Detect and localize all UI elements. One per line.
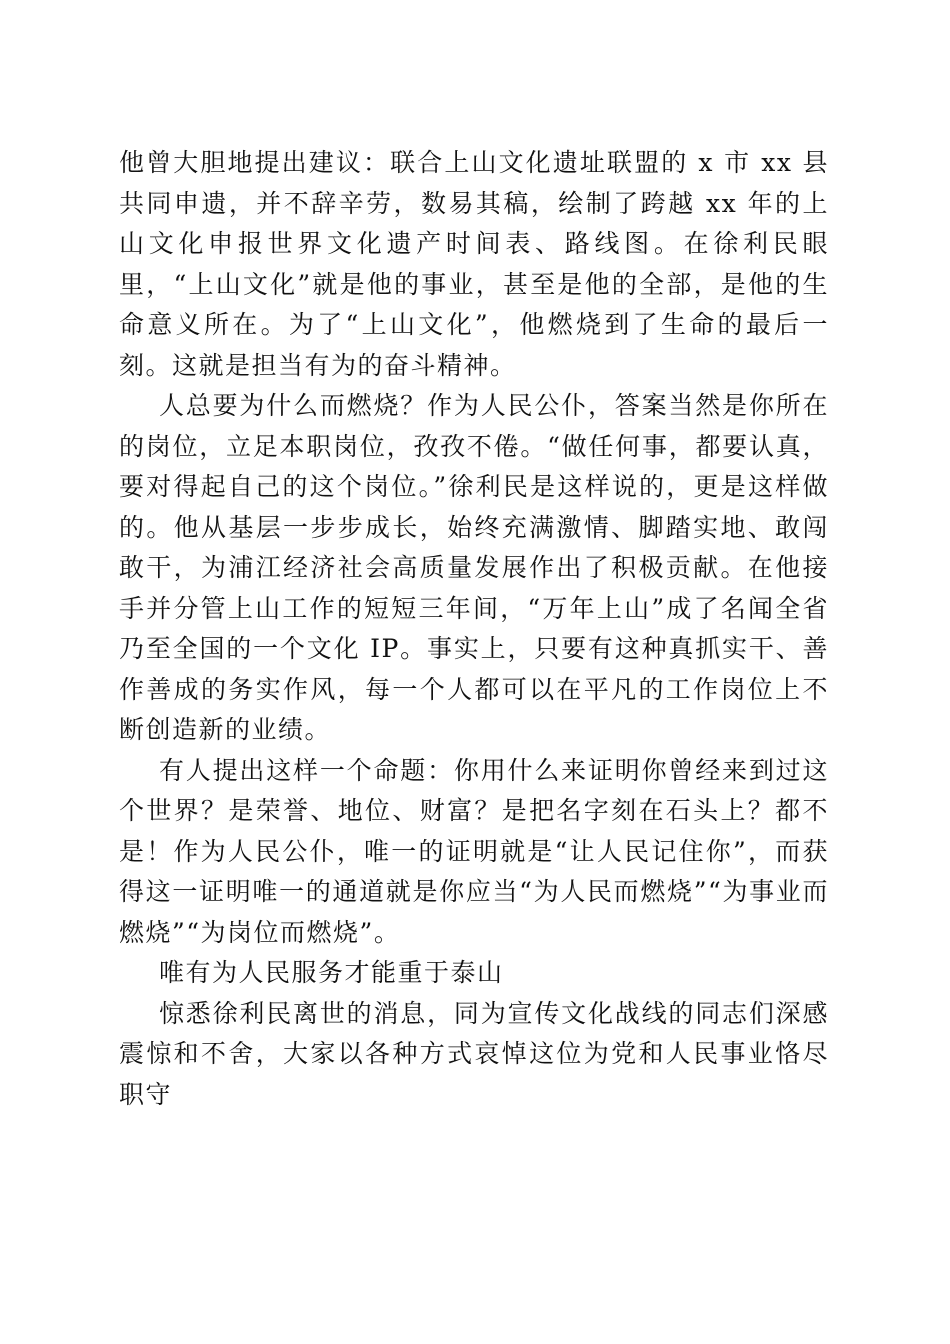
document-body <box>119 143 829 1115</box>
section-heading: 唯有为人民服务才能重于泰山 <box>159 958 504 987</box>
paragraph-2: 人总要为什么而燃烧？作为人民公仆，答案当然是你所在的岗位，立足本职岗位，孜孜不倦。“做任何事，都要认真，要对得起自己的这个岗位。”徐利民是这样说的，更是这样做的。他从基层一步步成长，始终充满激情、脚踏实地、敢闯敢干，为浦江经济社会高质量发展作出了积极贡献。在他接手并分管上山工作的短短三年间，“万年上山”成了名闻全省乃至全国的一个文化 IP。事实上，只要有这种真抓实干、善作善成的务实作风，每一个人都可以在平凡的工作岗位上不断创造新的业绩。 <box>119 391 829 744</box>
paragraph-4: 惊悉徐利民离世的消息，同为宣传文化战线的同志们深感震惊和不舍，大家以各种方式哀悼这位为党和人民事业恪尽职守 <box>119 998 829 1109</box>
paragraph-1: 他曾大胆地提出建议：联合上山文化遗址联盟的 x 市 xx 县共同申遗，并不辞辛劳，数易其稿，绘制了跨越 xx 年的上山文化申报世界文化遗产时间表、路线图。在徐利民眼里，“上山文化”就是他的事业，甚至是他的全部，是他的生命意义所在。为了“上山文化”，他燃烧到了生命的最后一刻。这就是担当有为的奋斗精神。 <box>119 148 829 380</box>
paragraph-3: 有人提出这样一个命题：你用什么来证明你曾经来到过这个世界？是荣誉、地位、财富？是把名字刻在石头上？都不是！作为人民公仆，唯一的证明就是“让人民记住你”，而获得这一证明唯一的通道就是你应当“为人民而燃烧”“为事业而燃烧”“为岗位而燃烧”。 <box>119 755 829 947</box>
